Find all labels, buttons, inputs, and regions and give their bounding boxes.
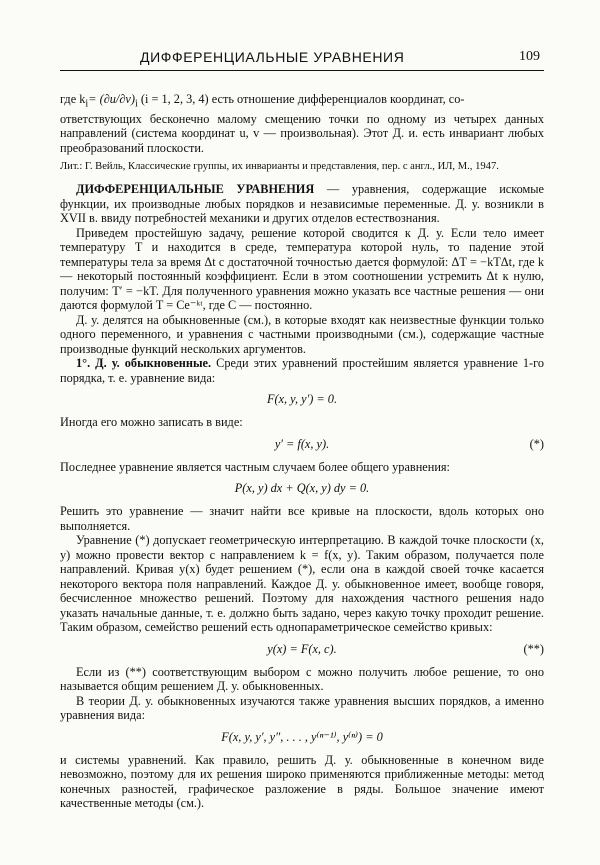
intro-sub-i: i xyxy=(85,98,89,110)
equation-2-tag: (*) xyxy=(529,436,544,451)
page-number: 109 xyxy=(519,49,540,64)
article-definition: — уравнения, содержащие искомые функции, их производные любых порядков и независимые переменные. Д. у. возникли в XVII в. ввиду потребностей механики и других отделов естествознания. xyxy=(60,182,545,226)
paragraph-higher-order: В теории Д. у. обыкновенных изучаются также уравнения высших порядков, а именно уравнения вида: xyxy=(60,693,544,723)
intro-paragraph: ответствующих бесконечно малому смещению точки по одному из четырех данных направлений (система координат u, v — произвольная). Этот Д. и. есть инвариант любых преобразований плоскости. xyxy=(60,111,544,155)
intro-where: где k xyxy=(60,92,86,106)
equation-4-tag: (**) xyxy=(523,641,544,656)
intro-first-line-rest: (i = 1, 2, 3, 4) есть отношение дифференциалов координат, со- xyxy=(137,92,465,106)
intro-fraction-sub: i xyxy=(134,98,138,110)
literature-note: Лит.: Г. Вейль, Классические группы, их инварианты и представления, пер. с англ., ИЛ, М., 1947. xyxy=(60,161,499,173)
equation-1-body: F(x, y, y′) = 0. xyxy=(266,392,338,407)
paragraph-methods: и системы уравнений. Как правило, решить Д. у. обыкновенные в конечном виде невозможно, поэтому для их решения широко применяются приближенные методы: метод конечных разностей, графическое разложение в ряды. Большое значение имеют качественные методы (см.). xyxy=(60,752,544,811)
paragraph-general-solution: Если из (**) соответствующим выбором c можно получить любое решение, то оно называется общим решением Д. у. обыкновенных. xyxy=(60,664,544,694)
equation-3 xyxy=(60,476,544,502)
equation-1 xyxy=(60,387,544,413)
running-header xyxy=(60,44,544,71)
paragraph-classification: Д. у. делятся на обыкновенные (см.), в которые входят как неизвестные функции только одного переменного, и уравнения с частными производными (см.), содержащие частные производные функций нескольких аргументов. xyxy=(60,312,544,356)
equation-2 xyxy=(60,432,544,458)
paragraph-temperature: Приведем простейшую задачу, решение которой сводится к Д. у. Если тело имеет температуру T и находится в среде, температура которой нуль, то падение этой температуры тела за время Δt с достаточной точностью дается формулой: ΔT = −kTΔt, где k — некоторый постоянный коэффициент. Если в этом соотношении устремить Δt к нулю, получим: T′ = −kT. Для полученного уравнения можно указать все частные решения — они даются формулой T = Ce⁻ᵏᵗ, где C — постоянно. xyxy=(60,225,544,313)
paragraph-general: Последнее уравнение является частным случаем более общего уравнения: xyxy=(60,459,450,474)
article-term: ДИФФЕРЕНЦИАЛЬНЫЕ УРАВНЕНИЯ xyxy=(76,182,315,197)
equation-3-body: P(x, y) dx + Q(x, y) dy = 0. xyxy=(234,481,370,496)
equation-4-body: y(x) = F(x, c). xyxy=(267,641,337,656)
definition-paragraph xyxy=(60,182,544,226)
section-1-paragraph xyxy=(60,356,544,385)
equation-5 xyxy=(60,725,544,751)
paragraph-solve: Решить это уравнение — значит найти все кривые на плоскости, вдоль которых оно выполняется. xyxy=(60,504,544,533)
intro-fraction: = (∂u/∂v) xyxy=(88,92,135,106)
section-1-text: Среди этих уравнений простейшим является уравнение 1-го порядка, т. е. уравнение вида: xyxy=(60,356,544,385)
paragraph-rewrite: Иногда его можно записать в виде: xyxy=(60,415,243,430)
intro-first-line xyxy=(60,92,544,112)
equation-2-body: y′ = f(x, y). xyxy=(274,436,330,451)
article-body xyxy=(60,92,544,811)
equation-4 xyxy=(60,637,544,663)
equation-5-body: F(x, y, y′, y″, . . . , y⁽ⁿ⁻¹⁾, y⁽ⁿ⁾) = 0 xyxy=(221,729,383,744)
paragraph-geometric: Уравнение (*) допускает геометрическую интерпретацию. В каждой точке плоскости (x, y) можно провести вектор с направлением k = f(x, y). Таким образом, получается поле направлений. Кривая y(x) будет решением (*), если она в каждой своей точке касается некоторого вектора поля направлений. Каждое Д. у. обыкновенное имеет, вообще говоря, бесчисленное множество решений. Поэтому для нахождения частного решения надо указать начальные данные, т. е. должно быть задано, через какую точку проходит решение. Таким образом, семейство решений есть однопараметрическое семейство кривых: xyxy=(60,533,544,635)
section-1-label: 1°. Д. у. обыкновенные. xyxy=(76,356,212,371)
header-title: ДИФФЕРЕНЦИАЛЬНЫЕ УРАВНЕНИЯ xyxy=(140,49,405,65)
